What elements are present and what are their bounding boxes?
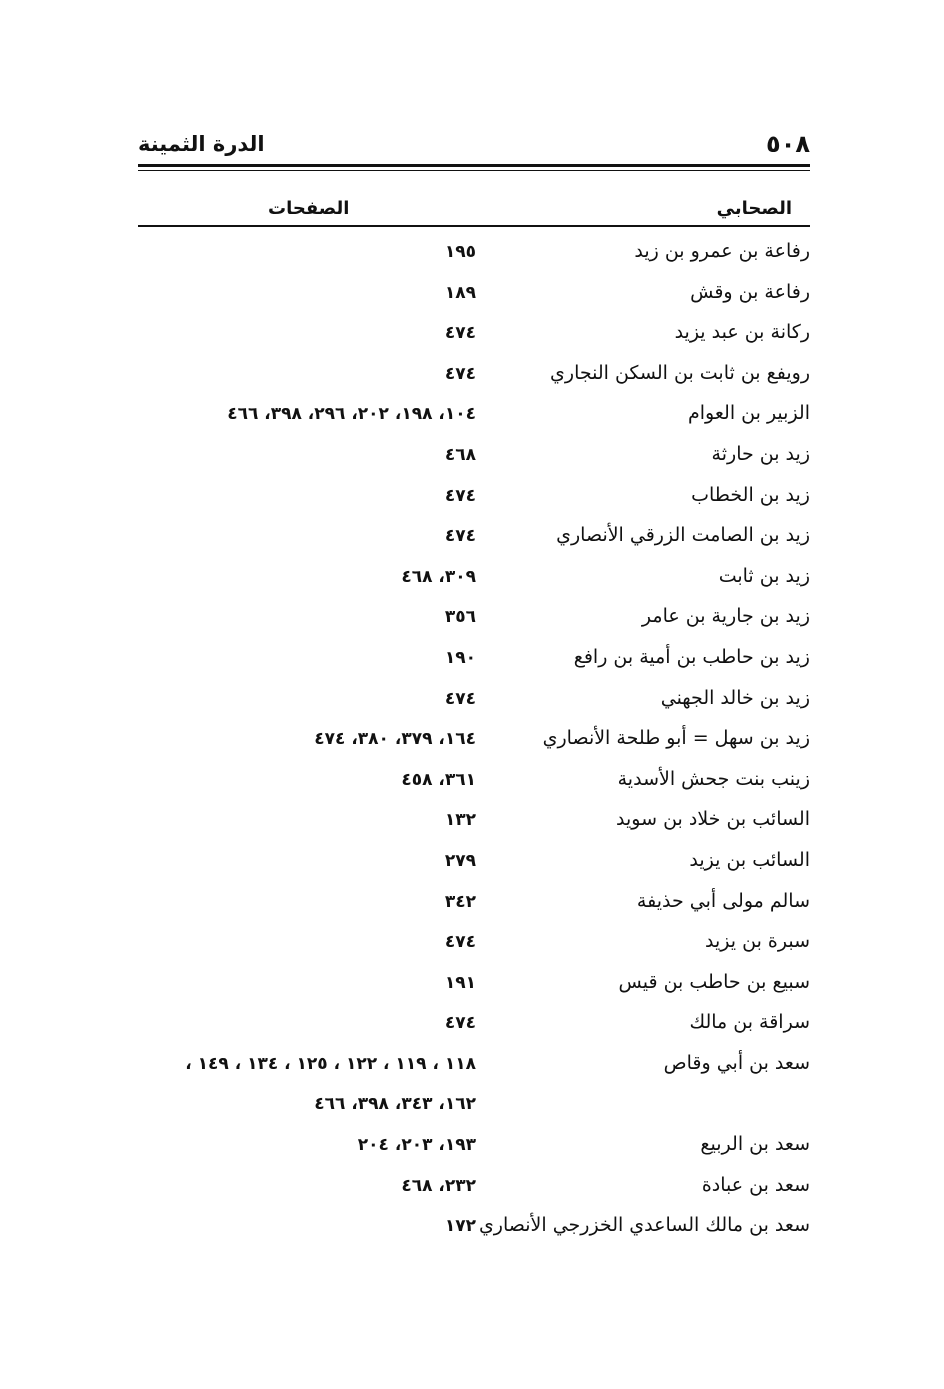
page-refs: ٤٧٤: [444, 323, 476, 344]
page-refs: ٣٠٩، ٤٦٨: [401, 566, 476, 587]
book-title: الدرة الثمينة: [138, 132, 265, 156]
page-refs: ٤٧٤: [444, 485, 476, 506]
page-refs: ٤٧٤: [444, 526, 476, 547]
companion-name: سعد بن عبادة: [701, 1173, 810, 1196]
page-refs: ١٨٩: [444, 282, 476, 303]
list-item: [138, 642, 810, 683]
companion-name: سبرة بن يزيد: [705, 930, 810, 953]
companion-name: ركانة بن عبد يزيد: [674, 321, 810, 344]
list-item: [138, 845, 810, 886]
page-refs: ١٧٢: [444, 1216, 476, 1237]
companion-name: زيد بن ثابت: [718, 564, 810, 587]
companion-name: رفاعة بن وقش: [690, 280, 810, 303]
column-header-rule: [138, 225, 810, 227]
companion-name: سعد بن أبي وقاص: [663, 1051, 810, 1074]
page-refs: ١٠٤، ١٩٨، ٢٠٢، ٢٩٦، ٣٩٨، ٤٦٦: [227, 404, 476, 425]
companion-name: زيد بن حارثة: [711, 442, 810, 465]
list-item: [138, 317, 810, 358]
list-item: [138, 886, 810, 927]
page-refs: ١٦٢، ٣٤٣، ٣٩٨، ٤٦٦: [314, 1094, 476, 1115]
list-item: [138, 601, 810, 642]
page-refs: ٣٦١، ٤٥٨: [401, 769, 476, 790]
column-header-pages: الصفحات: [268, 198, 350, 219]
list-item: [138, 561, 810, 602]
header-rule-thick: [138, 164, 810, 167]
companion-name: سراقة بن مالك: [689, 1011, 810, 1034]
list-item: [138, 277, 810, 318]
page-refs: ٣٤٢: [444, 891, 476, 912]
page-refs: ٤٧٤: [444, 932, 476, 953]
list-item: [138, 804, 810, 845]
companion-name: زيد بن الخطاب: [691, 483, 810, 506]
companion-name: زيد بن الصامت الزرقي الأنصاري: [556, 524, 810, 547]
list-item: [138, 398, 810, 439]
list-item: [138, 439, 810, 480]
page-refs: ١٩١: [444, 972, 476, 993]
list-item: [138, 1170, 810, 1211]
list-item: [138, 236, 810, 277]
page-refs: ٤٦٨: [444, 444, 476, 465]
companion-name: رويفع بن ثابت بن السكن النجاري: [550, 361, 810, 384]
companion-name: السائب بن يزيد: [689, 848, 810, 871]
list-item: [138, 967, 810, 1008]
page-refs: ١٩٥: [444, 242, 476, 262]
header-rule-thin: [138, 170, 810, 171]
list-item: [138, 764, 810, 805]
column-header: [138, 196, 810, 226]
page-refs: ٤٧٤: [444, 1013, 476, 1034]
companion-name: زيد بن حاطب بن أمية بن رافع: [573, 645, 810, 668]
list-item: [138, 683, 810, 724]
page-header: [138, 126, 810, 166]
companion-name: السائب بن خلاد بن سويد: [616, 808, 810, 831]
page-refs: ١٩٣، ٢٠٣، ٢٠٤: [357, 1135, 476, 1156]
companion-name: زيد بن جارية بن عامر: [641, 605, 810, 628]
page-refs: ٤٧٤: [444, 688, 476, 709]
page-number: ٥٠٨: [766, 130, 810, 158]
page-refs: ١١٨ ، ١١٩ ، ١٢٢ ، ١٢٥ ، ١٣٤ ، ١٤٩ ،: [185, 1053, 476, 1074]
list-item: [138, 480, 810, 521]
companion-name: سبيع بن حاطب بن قيس: [618, 970, 810, 993]
list-item: [138, 1048, 810, 1089]
companion-name: رفاعة بن عمرو بن زيد: [634, 240, 810, 262]
page-refs: ٤٧٤: [444, 363, 476, 384]
page-refs: ٢٧٩: [444, 850, 476, 871]
page-refs: ١٣٢: [444, 810, 476, 831]
list-item: [138, 926, 810, 967]
companion-name: سعد بن الربيع: [700, 1133, 810, 1156]
list-item: [138, 1088, 810, 1129]
page-refs: ١٩٠: [444, 647, 476, 668]
page-refs: ٢٣٢، ٤٦٨: [401, 1175, 476, 1196]
page-refs: ١٦٤، ٣٧٩، ٣٨٠، ٤٧٤: [314, 729, 476, 750]
list-item: [138, 520, 810, 561]
list-item: [138, 1007, 810, 1048]
list-item: [138, 358, 810, 399]
list-item: [138, 1210, 810, 1251]
companion-name: سالم مولى أبي حذيفة: [636, 889, 810, 912]
list-item: [138, 1129, 810, 1170]
page-refs: ٣٥٦: [444, 607, 476, 628]
list-item: [138, 723, 810, 764]
companion-name: زيد بن خالد الجهني: [660, 686, 810, 709]
companion-name: زيد بن سهل = أبو طلحة الأنصاري: [542, 727, 810, 750]
companion-name: الزبير بن العوام: [688, 402, 810, 425]
companion-name: زينب بنت جحش الأسدية: [617, 767, 810, 790]
index-list: [138, 236, 810, 1251]
column-header-companion: الصحابي: [716, 198, 792, 219]
companion-name: سعد بن مالك الساعدي الخزرجي الأنصاري: [478, 1214, 810, 1237]
